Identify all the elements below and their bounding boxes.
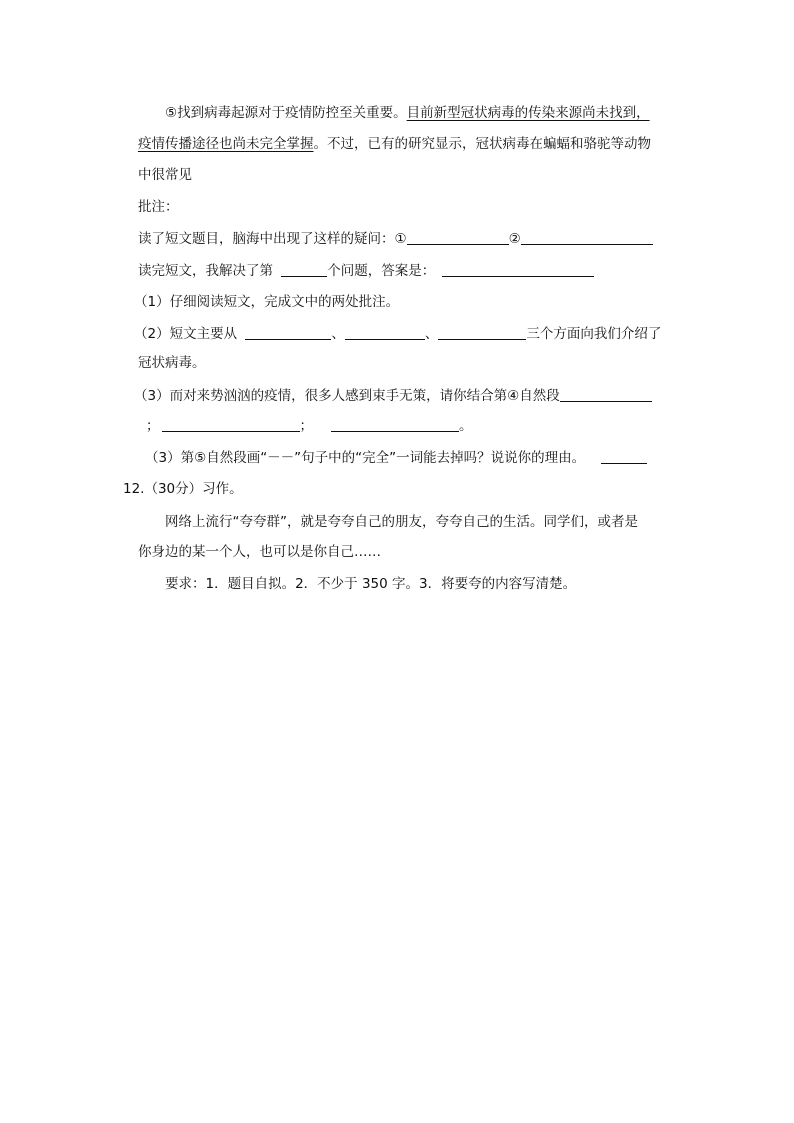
blank-question-1[interactable] <box>407 230 509 245</box>
paragraph-5-line-2 <box>138 135 651 153</box>
blank-3a-2[interactable] <box>162 417 300 432</box>
question-2-tail: 三个方面向我们介绍了 <box>526 326 662 342</box>
blank-3a-1[interactable] <box>560 387 652 402</box>
reading-question-mark-2: ② <box>508 231 521 247</box>
semicolon-2: ； <box>299 418 313 434</box>
underlined-sentence-part-2: 疫情传播途径也尚未完全掌握 <box>138 136 314 152</box>
paragraph-5-line-1 <box>165 104 650 122</box>
blank-answer[interactable] <box>442 262 594 277</box>
separator-2: 、 <box>424 326 439 342</box>
question-3b <box>145 449 647 467</box>
period-end: 。 <box>459 418 473 434</box>
annotation-label: 批注： <box>138 199 179 215</box>
reading-line-2-b: 个问题，答案是： <box>327 263 436 279</box>
question-2-line-1 <box>134 325 661 343</box>
question-12-requirements: 要求：1．题目自拟。2．不少于 350 字。3．将要夸的内容写清楚。 <box>165 576 577 592</box>
reading-question-line-2 <box>138 262 594 280</box>
blank-aspect-3[interactable] <box>438 325 526 340</box>
question-3a-line-1 <box>134 387 652 405</box>
blank-3b-reason[interactable] <box>601 449 647 464</box>
reading-question-text: 读了短文题目，脑海中出现了这样的疑问：① <box>138 231 407 247</box>
question-12-body-line-2: 你身边的某一个人，也可以是你自己…… <box>138 544 381 560</box>
paragraph-5-rest: 。不过，已有的研究显示，冠状病毒在蝙蝠和骆驼等动物 <box>313 136 651 152</box>
blank-aspect-2[interactable] <box>345 325 425 340</box>
question-3b-text: （3）第⑤自然段画“－－”句子中的“完全”一词能去掉吗？说说你的理由。 <box>145 450 586 466</box>
reading-line-2-a: 读完短文，我解决了第 <box>138 263 273 279</box>
reading-question-line-1 <box>138 230 653 248</box>
question-12-heading: 12.（30分）习作。 <box>123 481 243 497</box>
paragraph-5-line-3: 中很常见 <box>138 167 192 183</box>
paragraph-5-lead: ⑤找到病毒起源对于疫情防控至关重要。 <box>165 105 407 121</box>
blank-question-2[interactable] <box>521 230 653 245</box>
question-1: （1）仔细阅读短文，完成文中的两处批注。 <box>134 294 400 310</box>
blank-question-number[interactable] <box>281 262 327 277</box>
underlined-sentence-part-1: 目前新型冠状病毒的传染来源尚未找到， <box>406 105 650 121</box>
blank-3a-3[interactable] <box>331 417 459 432</box>
question-12-body-line-1: 网络上流行“夸夸群”，就是夸夸自己的朋友，夸夸自己的生活。同学们，或者是 <box>165 514 638 530</box>
question-3a-line-2 <box>146 417 473 435</box>
question-2-lead: （2）短文主要从 <box>134 326 238 342</box>
separator-1: 、 <box>331 326 345 342</box>
question-2-line-2: 冠状病毒。 <box>138 355 206 371</box>
semicolon-1: ； <box>146 418 160 434</box>
question-3a-text: （3）而对来势汹汹的疫情，很多人感到束手无策，请你结合第④自然段 <box>134 388 560 404</box>
blank-aspect-1[interactable] <box>245 325 331 340</box>
